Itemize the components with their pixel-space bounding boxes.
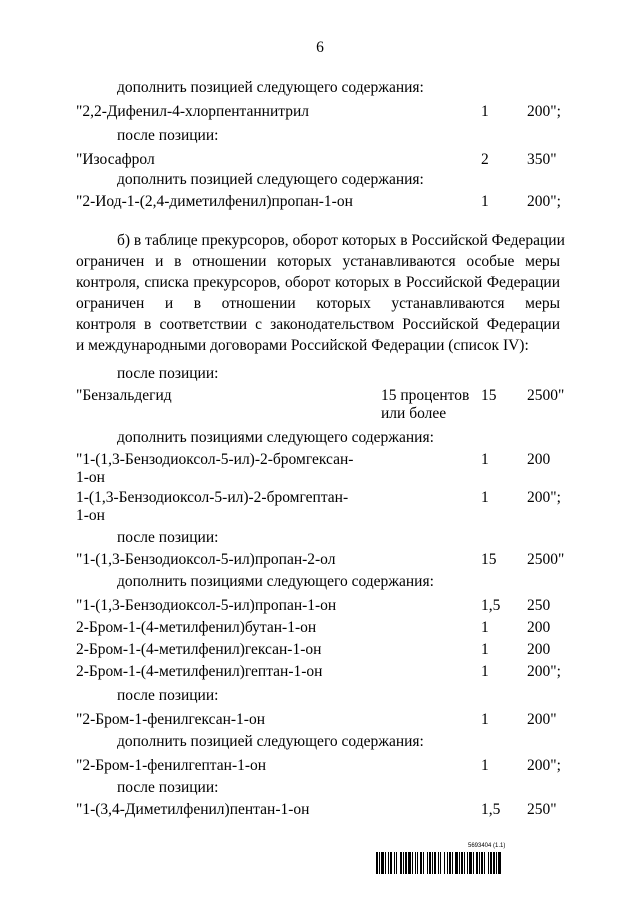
- barcode-bar: [481, 852, 483, 874]
- substance-name: 2-Бром-1-(4-метилфенил)гептан-1-он: [76, 663, 323, 680]
- barcode-bar: [412, 852, 413, 874]
- threshold-value: 200";: [527, 757, 561, 774]
- instruction-add: дополнить позициями следующего содержания:: [117, 429, 434, 446]
- barcode-bar: [459, 852, 460, 874]
- barcode-bar: [423, 852, 424, 874]
- barcode-bar: [394, 852, 395, 874]
- instruction-add: дополнить позицией следующего содержания:: [117, 171, 424, 188]
- barcode-bar: [403, 852, 404, 874]
- barcode-bar: [488, 852, 489, 874]
- quantity-value: 1: [481, 619, 489, 636]
- threshold-value: 250: [527, 597, 551, 614]
- threshold-value: 200";: [527, 489, 561, 506]
- barcode-bar: [449, 852, 451, 874]
- paragraph-line: и международными договорами Российской Федерации (список IV):: [76, 337, 529, 354]
- instruction-after: после позиции:: [117, 529, 219, 546]
- barcode-bar: [376, 852, 378, 874]
- barcode-bar: [417, 852, 418, 874]
- threshold-value: 200";: [527, 663, 561, 680]
- barcode-bar: [429, 852, 431, 874]
- barcode-bar: [405, 852, 407, 874]
- substance-name: "1-(1,3-Бензодиоксол-5-ил)пропан-1-он: [76, 597, 337, 614]
- page-number: 6: [316, 39, 324, 56]
- quantity-value: 1: [481, 711, 489, 728]
- barcode-bar: [420, 852, 422, 874]
- instruction-after: после позиции:: [117, 365, 219, 382]
- barcode-bar: [484, 852, 485, 874]
- substance-name: 2-Бром-1-(4-метилфенил)гексан-1-он: [76, 641, 322, 658]
- barcode-bar: [498, 852, 501, 874]
- barcode-bar: [473, 852, 474, 874]
- threshold-value: 2500": [527, 551, 565, 568]
- barcode-bar: [493, 852, 495, 874]
- barcode-bar: [467, 852, 468, 874]
- barcode-bar: [400, 852, 402, 874]
- quantity-value: 15: [481, 387, 497, 404]
- quantity-value: 1: [481, 489, 489, 506]
- barcode-bar: [396, 852, 397, 874]
- threshold-value: 200: [527, 451, 551, 468]
- document-code: 5693404 (1.1): [468, 843, 506, 849]
- paragraph-line: контроля, списка прекурсоров, оборот которых в Российской Федерации: [76, 274, 560, 291]
- substance-name: "1-(1,3-Бензодиоксол-5-ил)пропан-2-ол: [76, 551, 336, 568]
- barcode-bar: [385, 852, 386, 874]
- quantity-value: 1: [481, 757, 489, 774]
- barcode-bar: [455, 852, 458, 874]
- instruction-after: после позиции:: [117, 127, 219, 144]
- barcode-bar: [490, 852, 492, 874]
- quantity-value: 1: [481, 663, 489, 680]
- barcode-bar: [452, 852, 453, 874]
- paragraph-line: б) в таблице прекурсоров, оборот которых в Российской Федерации: [117, 232, 565, 249]
- paragraph-line: ограничен и в отношении которых устанавливаются особые меры: [76, 253, 560, 270]
- substance-name: "2-Иод-1-(2,4-диметилфенил)пропан-1-он: [76, 193, 353, 210]
- concentration-limit: 15 процентов: [381, 387, 470, 404]
- threshold-value: 200: [527, 619, 551, 636]
- barcode-bar: [388, 852, 389, 874]
- instruction-add: дополнить позицией следующего содержания:: [117, 79, 424, 96]
- instruction-add: дополнить позицией следующего содержания:: [117, 733, 424, 750]
- barcode-bar: [496, 852, 497, 874]
- barcode-bar: [438, 852, 439, 874]
- barcode: [376, 852, 562, 874]
- barcode-bar: [390, 852, 392, 874]
- barcode-bar: [444, 852, 445, 874]
- instruction-after: после позиции:: [117, 779, 219, 796]
- substance-name: "Бензальдегид: [76, 387, 172, 404]
- barcode-bar: [469, 852, 472, 874]
- quantity-value: 1: [481, 641, 489, 658]
- substance-name: "1-(3,4-Диметилфенил)пентан-1-он: [76, 801, 310, 818]
- paragraph-line: ограничен и в отношении которых устанавливаются меры: [76, 295, 560, 312]
- substance-name: "Изосафрол: [76, 151, 155, 168]
- threshold-value: 2500": [527, 387, 565, 404]
- barcode-bar: [427, 852, 428, 874]
- barcode-bar: [381, 852, 384, 874]
- quantity-value: 1: [481, 103, 489, 120]
- substance-name: 2-Бром-1-(4-метилфенил)бутан-1-он: [76, 619, 317, 636]
- barcode-bar: [447, 852, 448, 874]
- threshold-value: 200": [527, 711, 557, 728]
- threshold-value: 200";: [527, 103, 561, 120]
- barcode-bar: [415, 852, 416, 874]
- substance-name: "2,2-Дифенил-4-хлорпентаннитрил: [76, 103, 309, 120]
- barcode-bar: [476, 852, 478, 874]
- barcode-bar: [440, 852, 441, 874]
- quantity-value: 2: [481, 151, 489, 168]
- barcode-bar: [461, 852, 463, 874]
- substance-name: 1-он: [76, 469, 105, 486]
- threshold-value: 350": [527, 151, 557, 168]
- barcode-bar: [379, 852, 380, 874]
- concentration-limit: или более: [381, 405, 447, 422]
- quantity-value: 15: [481, 551, 497, 568]
- paragraph-line: контроля в соответствии с законодательством Российской Федерации: [76, 316, 560, 333]
- barcode-bar: [408, 852, 411, 874]
- quantity-value: 1: [481, 193, 489, 210]
- barcode-bar: [434, 852, 436, 874]
- paragraph-b: [76, 230, 565, 356]
- quantity-value: 1: [481, 451, 489, 468]
- barcode-bar: [432, 852, 433, 874]
- instruction-after: после позиции:: [117, 687, 219, 704]
- barcode-bar: [464, 852, 465, 874]
- quantity-value: 1,5: [481, 801, 501, 818]
- threshold-value: 200: [527, 641, 551, 658]
- substance-name: "1-(1,3-Бензодиоксол-5-ил)-2-бромгексан-: [76, 451, 354, 468]
- quantity-value: 1,5: [481, 597, 501, 614]
- substance-name: 1-(1,3-Бензодиоксол-5-ил)-2-бромгептан-: [76, 489, 349, 506]
- threshold-value: 250": [527, 801, 557, 818]
- substance-name: "2-Бром-1-фенилгептан-1-он: [76, 757, 267, 774]
- substance-name: "2-Бром-1-фенилгексан-1-он: [76, 711, 266, 728]
- instruction-add: дополнить позициями следующего содержания:: [117, 573, 434, 590]
- substance-name: 1-он: [76, 507, 105, 524]
- threshold-value: 200";: [527, 193, 561, 210]
- barcode-bar: [479, 852, 480, 874]
